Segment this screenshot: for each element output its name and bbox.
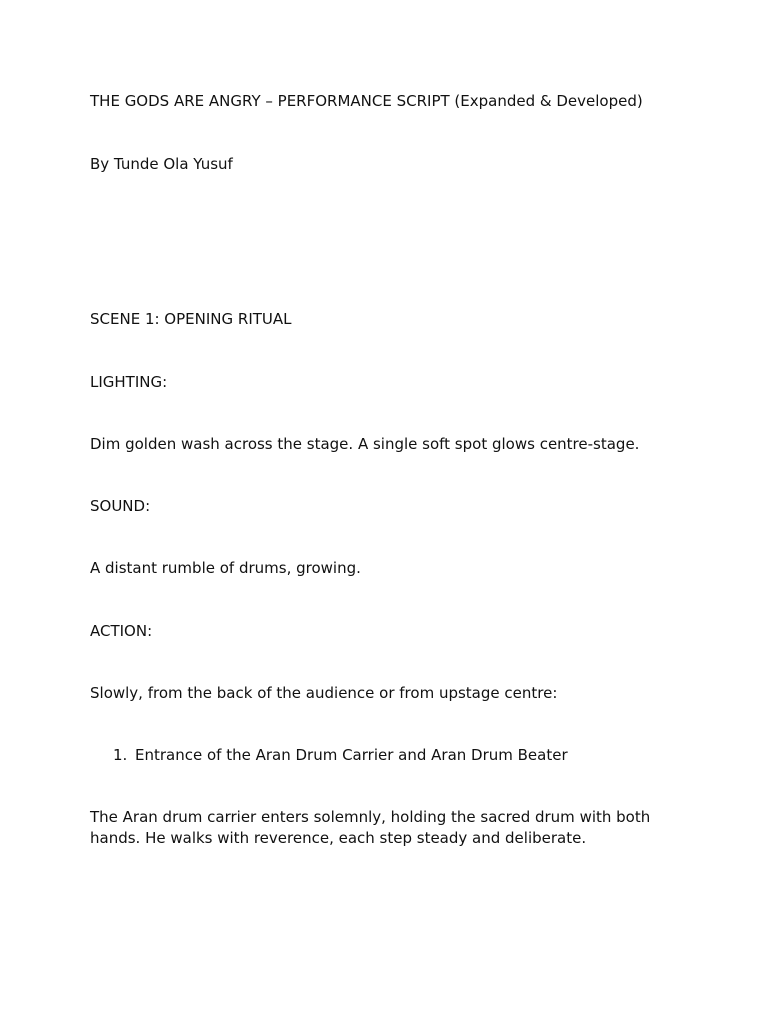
action-text: Slowly, from the back of the audience or from upstage centre: xyxy=(90,684,558,702)
document-title: THE GODS ARE ANGRY – PERFORMANCE SCRIPT (Expanded & Developed) xyxy=(90,92,643,110)
list-item-text: Entrance of the Aran Drum Carrier and Aran Drum Beater xyxy=(135,746,568,764)
lighting-text: Dim golden wash across the stage. A single soft spot glows centre-stage. xyxy=(90,435,640,453)
lighting-label: LIGHTING: xyxy=(90,373,168,391)
sound-text: A distant rumble of drums, growing. xyxy=(90,559,361,577)
author-line: By Tunde Ola Yusuf xyxy=(90,155,233,173)
list-item-marker: 1. xyxy=(113,746,128,764)
list-item xyxy=(113,745,568,766)
action-label: ACTION: xyxy=(90,622,153,640)
scene-heading: SCENE 1: OPENING RITUAL xyxy=(90,310,292,328)
sound-label: SOUND: xyxy=(90,497,151,515)
body-paragraph: The Aran drum carrier enters solemnly, holding the sacred drum with both hands. He walks with reverence, each step steady and deliberate. xyxy=(90,808,651,847)
